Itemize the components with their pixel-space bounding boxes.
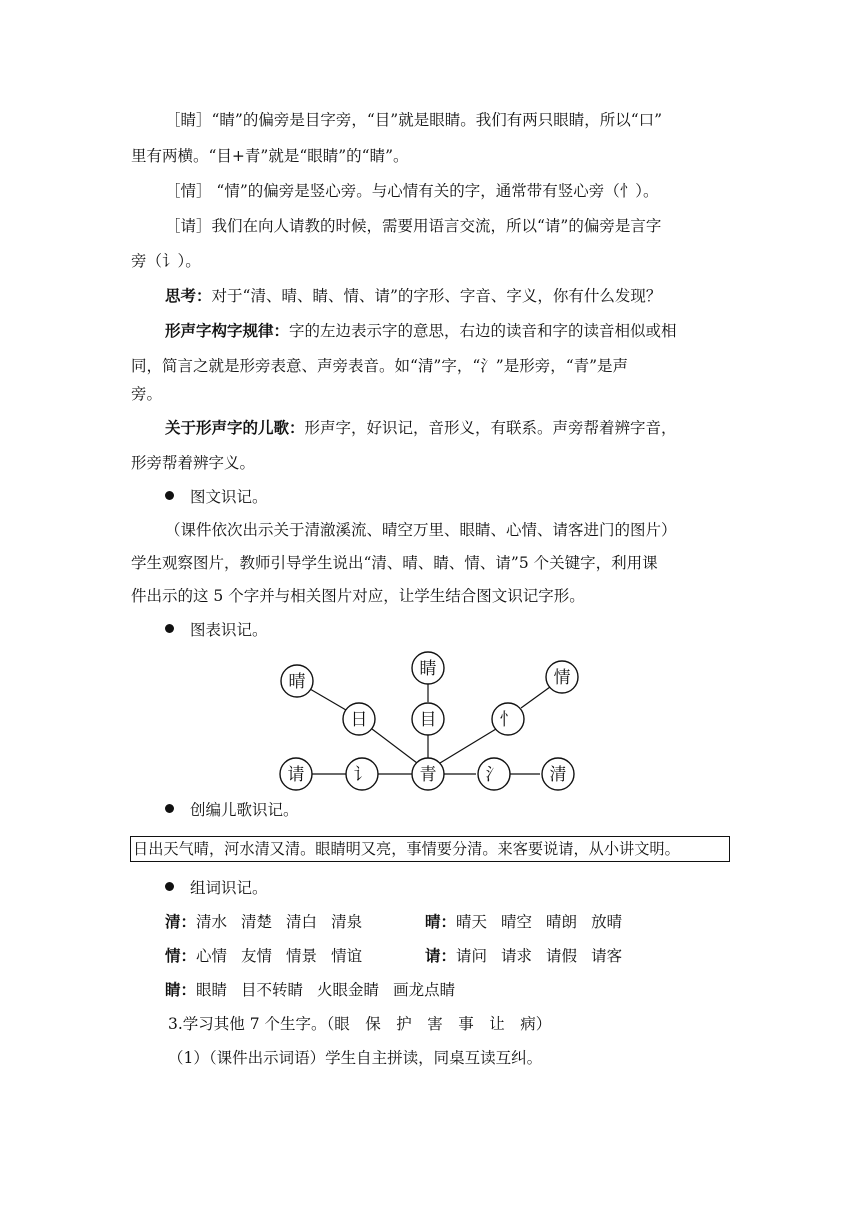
node-label-eye-radical: 目 (419, 710, 437, 730)
node-label-sun-radical: 日 (350, 710, 368, 730)
word-group-char: 情： (165, 947, 197, 965)
rhyme-box: 日出天气晴，河水清又清。眼睛明又亮，事情要分清。来客要说请，从小讲文明。 (130, 836, 730, 862)
bullet-dot-icon (165, 624, 174, 633)
word-item: 眼睛 (196, 981, 228, 999)
song-label: 关于形声字的儿歌： (165, 419, 305, 437)
word-item: 情景 (286, 947, 318, 965)
think-label: 思考： (165, 287, 212, 305)
word-group-qing-feeling (165, 946, 376, 966)
paragraph-qing-ask-line2: 旁（讠）。 (131, 252, 201, 270)
radical-diagram-svg (278, 650, 582, 794)
paragraph-jing-line1: ［睛］“睛”的偏旁是目字旁，“目”就是眼睛。我们有两只眼睛，所以“口” (165, 111, 663, 129)
edge-heart-word (521, 687, 550, 708)
rule-label: 形声字构字规律： (165, 322, 290, 340)
edge-heart-radical (440, 729, 496, 763)
word-item: 友情 (241, 947, 273, 965)
paragraph-rule-line3: 旁。 (131, 385, 163, 403)
bullet-rhyme (165, 800, 299, 820)
word-item: 晴天 (456, 913, 488, 931)
word-item: 情谊 (331, 947, 363, 965)
bullet-dot-icon (165, 882, 174, 891)
word-item: 画龙点睛 (393, 981, 456, 999)
think-text: 对于“清、晴、睛、情、请”的字形、字音、字义，你有什么发现？ (211, 287, 662, 305)
edge-sun-radical (372, 729, 417, 763)
word-item: 清楚 (241, 913, 273, 931)
bullet-dot-icon (165, 804, 174, 813)
node-label-eye-word: 睛 (419, 659, 437, 679)
bullet-chart-label: 图表识记。 (190, 621, 268, 639)
bullet-chart (165, 620, 268, 640)
node-label-center: 青 (419, 765, 437, 785)
word-group-qing-ask (425, 946, 636, 966)
word-item: 请假 (546, 947, 578, 965)
picture-text-line1: （课件依次出示关于清澈溪流、晴空万里、眼睛、心情、请客进门的图片） (165, 521, 677, 539)
paragraph-jing-line2: 里有两横。“目+青”就是“眼睛”的“睛”。 (131, 147, 409, 165)
word-item: 目不转睛 (241, 981, 304, 999)
node-label-heart-word: 情 (553, 668, 571, 688)
paragraph-rule-line2: 同，简言之就是形旁表意、声旁表音。如“清”字，“氵”是形旁，“青”是声 (131, 357, 629, 375)
word-item: 请客 (591, 947, 623, 965)
word-group-char: 睛： (165, 981, 197, 999)
word-group-jing-eye (165, 980, 469, 1000)
section3-title: 3.学习其他 7 个生字。（眼 保 护 害 事 让 病） (168, 1015, 552, 1033)
picture-text-line3: 件出示的这 5 个字并与相关图片对应，让学生结合图文识记字形。 (131, 587, 585, 605)
bullet-picture (165, 487, 268, 507)
node-label-speech-radical: 讠 (353, 765, 371, 785)
word-item: 晴朗 (546, 913, 578, 931)
word-group-qing-sunny (425, 912, 636, 932)
node-label-speech-word: 请 (287, 765, 305, 785)
paragraph-rule-line1 (165, 321, 733, 341)
word-item: 请求 (501, 947, 533, 965)
word-item: 火眼金睛 (317, 981, 380, 999)
word-item: 请问 (456, 947, 488, 965)
word-group-qing-clear (165, 912, 376, 932)
node-label-sun-word: 晴 (288, 672, 306, 692)
node-label-heart-radical: 忄 (499, 710, 517, 730)
bullet-picture-label: 图文识记。 (190, 488, 268, 506)
paragraph-qing-ask-line1: ［请］我们在向人请教的时候，需要用语言交流，所以“请”的偏旁是言字 (165, 217, 662, 235)
word-item: 放晴 (591, 913, 623, 931)
node-label-water-radical: 氵 (485, 765, 503, 785)
word-item: 清白 (286, 913, 318, 931)
word-group-char: 清： (165, 913, 197, 931)
section3-step1: （1）（课件出示词语）学生自主拼读，同桌互读互纠。 (168, 1049, 543, 1067)
word-item: 晴空 (501, 913, 533, 931)
rule-text-1: 字的左边表示字的意思，右边的读音和字的读音相似或相 (289, 322, 677, 340)
word-item: 心情 (196, 947, 228, 965)
song-text-1: 形声字，好识记，音形义，有联系。声旁帮着辨字音， (304, 419, 677, 437)
bullet-dot-icon (165, 491, 174, 500)
edge-sun-word (310, 689, 346, 710)
picture-text-line2: 学生观察图片，教师引导学生说出“清、晴、睛、情、请”5 个关键字，利用课 (131, 554, 658, 572)
radical-diagram (278, 650, 582, 794)
node-label-water-word: 清 (549, 765, 567, 785)
word-item: 清水 (196, 913, 228, 931)
word-group-char: 晴： (425, 913, 457, 931)
bullet-words-label: 组词识记。 (190, 879, 268, 897)
paragraph-qing-heart: ［情］ “情”的偏旁是竖心旁。与心情有关的字，通常带有竖心旁（忄）。 (165, 182, 659, 200)
paragraph-song-line1 (165, 418, 733, 438)
bullet-words (165, 878, 268, 898)
word-group-char: 请： (425, 947, 457, 965)
paragraph-think (165, 286, 733, 306)
word-item: 清泉 (331, 913, 363, 931)
bullet-rhyme-label: 创编儿歌识记。 (190, 801, 299, 819)
paragraph-song-line2: 形旁帮着辨字义。 (131, 454, 256, 472)
